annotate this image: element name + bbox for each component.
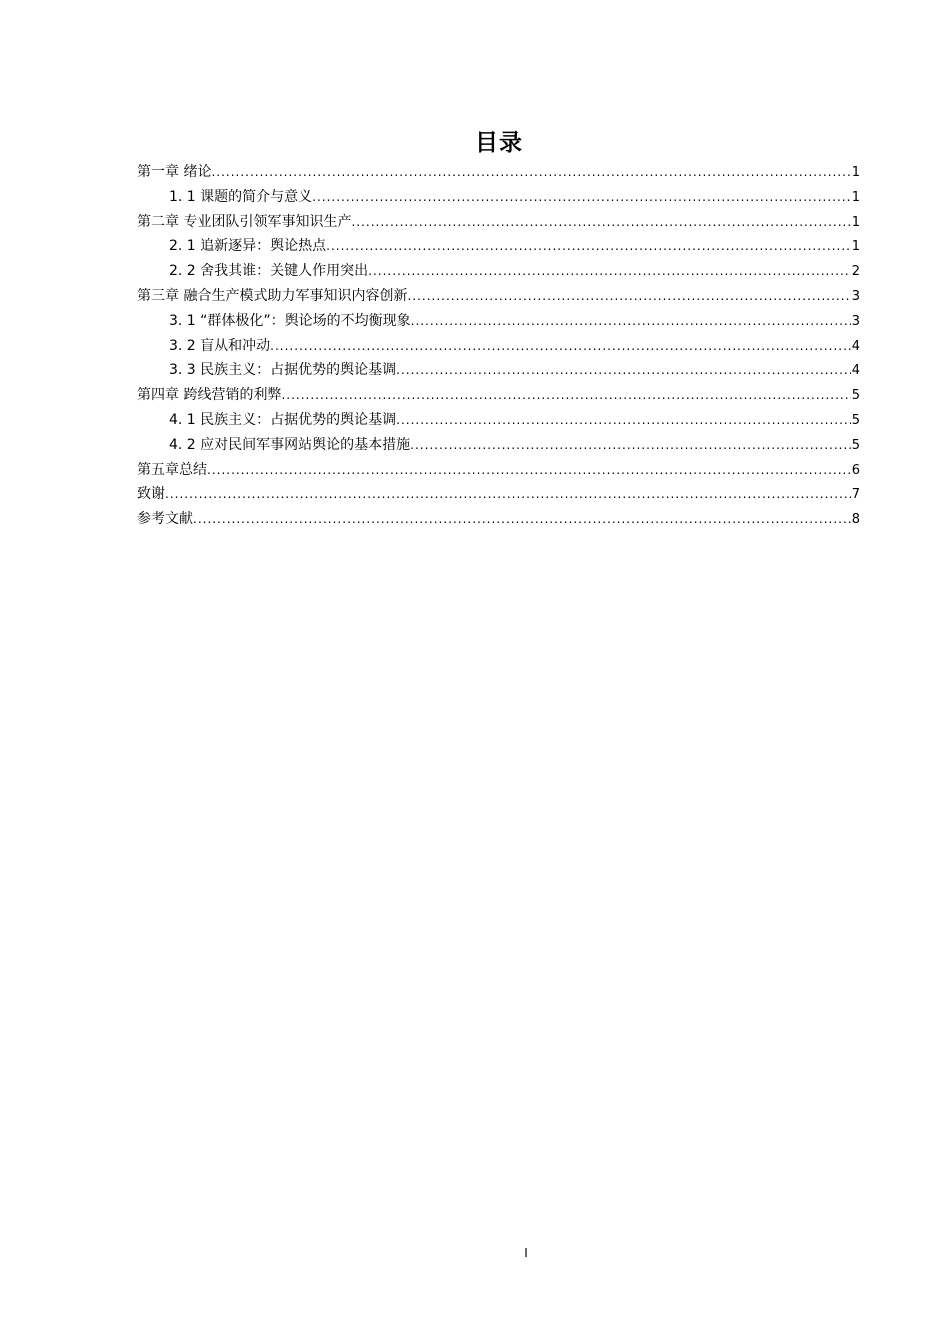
toc-entry[interactable]: [137, 210, 860, 235]
toc-entry-label: 4. 1 民族主义：占据优势的舆论基调: [169, 411, 397, 428]
toc-dot-leader: [211, 160, 850, 185]
toc-entry-label: 3. 1 “群体极化”：舆论场的不均衡现象: [169, 312, 411, 329]
toc-dot-leader: [351, 210, 850, 235]
page-title: 目录: [475, 130, 523, 156]
toc-dot-leader: [396, 358, 851, 383]
toc-dot-leader: [312, 185, 851, 210]
toc-entry-label: 1. 1 课题的简介与意义: [169, 188, 313, 205]
toc-entry-label: 致谢: [137, 486, 165, 503]
toc-entry[interactable]: [137, 408, 860, 433]
toc-entry-page: 5: [851, 388, 860, 404]
toc-entry-label: 2. 2 舍我其谁：关键人作用突出: [169, 263, 369, 280]
toc-entry-label: 参考文献: [137, 511, 193, 528]
toc-dot-leader: [326, 234, 851, 259]
toc-entry-label: 第二章 专业团队引领军事知识生产: [137, 213, 352, 230]
toc-entry[interactable]: [137, 507, 860, 532]
toc-entry-page: 3: [851, 313, 860, 329]
toc-entry[interactable]: [137, 185, 860, 210]
toc-entry-page: 4: [851, 363, 860, 379]
toc-dot-leader: [368, 259, 851, 284]
toc-entry[interactable]: [137, 358, 860, 383]
toc-entry-label: 4. 2 应对民间军事网站舆论的基本措施: [169, 436, 411, 453]
toc-entry-page: 2: [851, 264, 860, 280]
toc-entry-page: 8: [851, 512, 860, 528]
toc-entry-label: 第一章 绪论: [137, 164, 212, 180]
toc-entry-page: 1: [851, 165, 860, 180]
toc-entry[interactable]: [137, 458, 860, 483]
toc-entry[interactable]: [137, 383, 860, 408]
toc-dot-leader: [281, 383, 850, 408]
toc-entry[interactable]: [137, 259, 860, 284]
toc-entry-page: 5: [851, 412, 860, 428]
toc-entry-label: 第三章 融合生产模式助力军事知识内容创新: [137, 287, 408, 304]
toc-entry[interactable]: [137, 309, 860, 334]
toc-entry[interactable]: [137, 234, 860, 259]
toc-entry-label: 2. 1 追新逐异：舆论热点: [169, 238, 327, 255]
toc-dot-leader: [407, 284, 850, 309]
toc-entry-label: 3. 3 民族主义：占据优势的舆论基调: [169, 362, 397, 379]
toc-dot-leader: [193, 507, 851, 532]
toc-entry-page: 6: [851, 462, 860, 478]
toc-entry-page: 3: [851, 288, 860, 304]
toc-dot-leader: [165, 482, 851, 507]
toc-entry-label: 第四章 跨线营销的利弊: [137, 387, 282, 404]
toc-entry-page: 1: [851, 239, 860, 255]
toc-dot-leader: [396, 408, 851, 433]
toc-dot-leader: [270, 334, 851, 359]
toc-entry-page: 1: [851, 214, 860, 230]
toc-entry-label: 3. 2 盲从和冲动: [169, 337, 271, 354]
toc-entry[interactable]: [137, 160, 860, 185]
toc-entry[interactable]: [137, 284, 860, 309]
toc-dot-leader: [411, 309, 851, 334]
toc-entry-page: 5: [851, 437, 860, 453]
toc-entry-page: 4: [851, 338, 860, 354]
toc-entry[interactable]: [137, 482, 860, 507]
toc-entry[interactable]: [137, 433, 860, 458]
toc-entry[interactable]: [137, 334, 860, 359]
table-of-contents: [137, 160, 860, 532]
toc-dot-leader: [410, 433, 851, 458]
toc-entry-page: 1: [851, 189, 860, 205]
page-number-footer: I: [524, 1246, 528, 1260]
toc-dot-leader: [207, 458, 851, 483]
toc-entry-page: 7: [851, 487, 860, 503]
toc-entry-label: 第五章总结: [137, 461, 207, 478]
